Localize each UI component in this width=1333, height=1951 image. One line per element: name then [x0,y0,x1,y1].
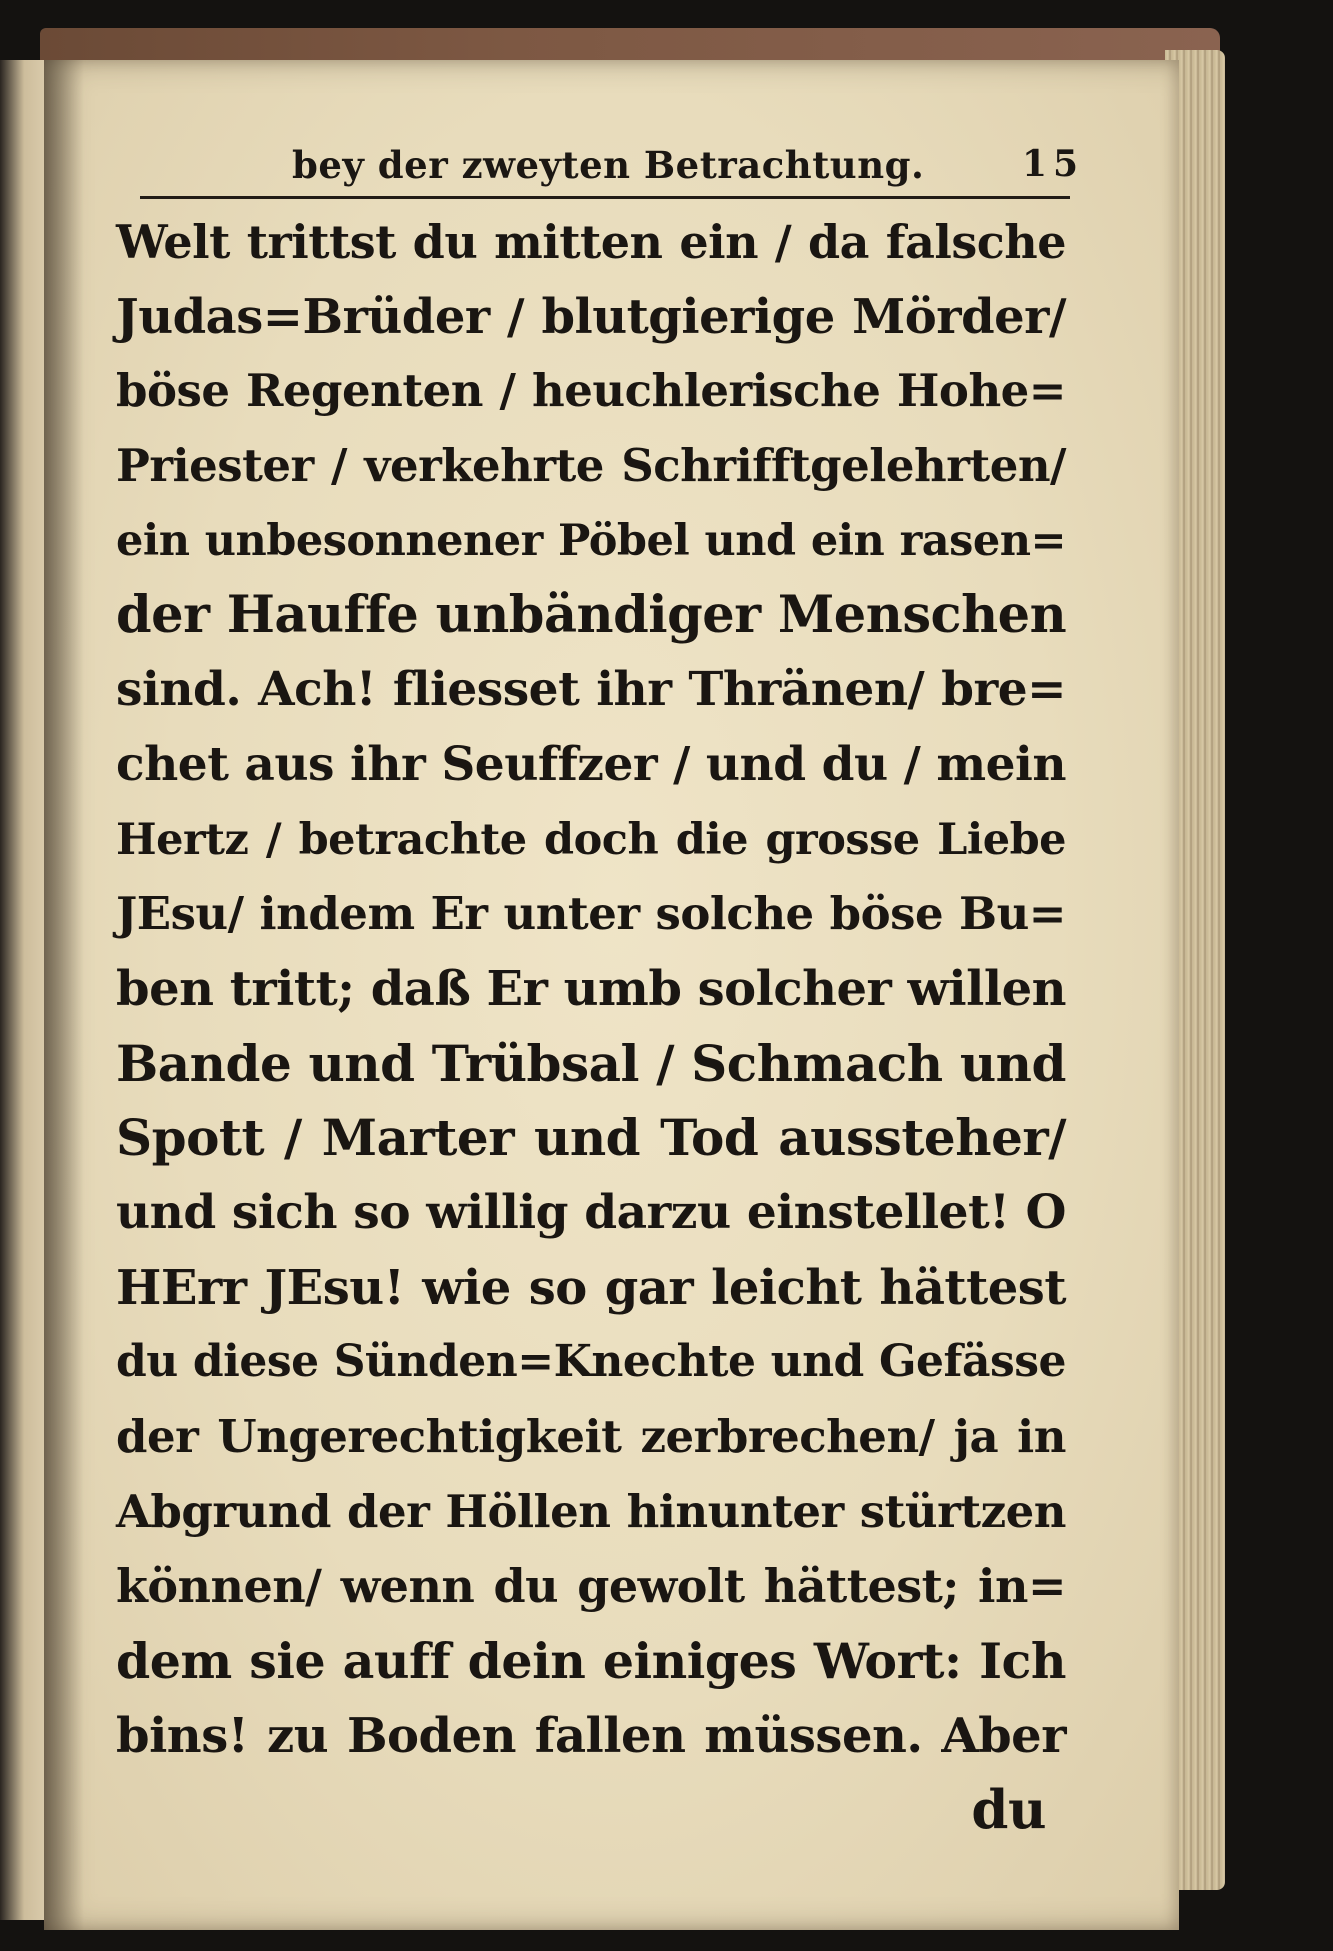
text-line: Spott / Marter und Tod aussteher/ [116,1108,1066,1168]
text-line: ben tritt; daß Er umb solcher willen [116,960,1066,1017]
text-line: Hertz / betrachte doch die grosse Liebe [116,814,1066,865]
text-line: sind. Ach! fliesset ihr Thränen/ bre= [116,662,1066,718]
page-number: 15 [1022,143,1085,185]
facing-page-edge [0,60,44,1920]
catchword: du [971,1779,1046,1842]
running-head: bey der zweyten Betrachtung. [292,143,925,187]
text-line: und sich so willig darzu einstellet! O [116,1184,1066,1240]
text-line: der Ungerechtigkeit zerbrechen/ ja in [116,1410,1066,1463]
text-line: du diese Sünden=Knechte und Gefässe [116,1336,1066,1388]
text-line: ein unbesonnener Pöbel und ein rasen= [116,515,1066,566]
text-line: Judas=Brüder / blutgierige Mörder/ [116,288,1066,345]
header-rule [140,196,1070,199]
text-line: Welt trittst du mitten ein / da falsche [116,215,1066,269]
text-line: böse Regenten / heuchlerische Hohe= [116,364,1066,418]
text-line: der Hauffe unbändiger Menschen [116,585,1067,646]
text-line: JEsu/ indem Er unter solche böse Bu= [116,887,1066,941]
text-line: chet aus ihr Seuffzer / und du / mein [116,736,1066,792]
text-line: Bande und Trübsal / Schmach und [116,1033,1066,1093]
body-text [116,205,1066,1848]
gutter-shadow [44,60,84,1930]
text-line: dem sie auff dein einiges Wort: Ich [116,1632,1066,1691]
text-line: können/ wenn du gewolt hättest; in= [116,1559,1066,1614]
text-line: Abgrund der Höllen hinunter stürtzen [116,1484,1066,1538]
text-line: Priester / verkehrte Schrifftgelehrten/ [116,439,1066,493]
text-line: bins! zu Boden fallen müssen. Aber [116,1707,1066,1764]
text-line: HErr JEsu! wie so gar leicht hättest [116,1259,1066,1316]
